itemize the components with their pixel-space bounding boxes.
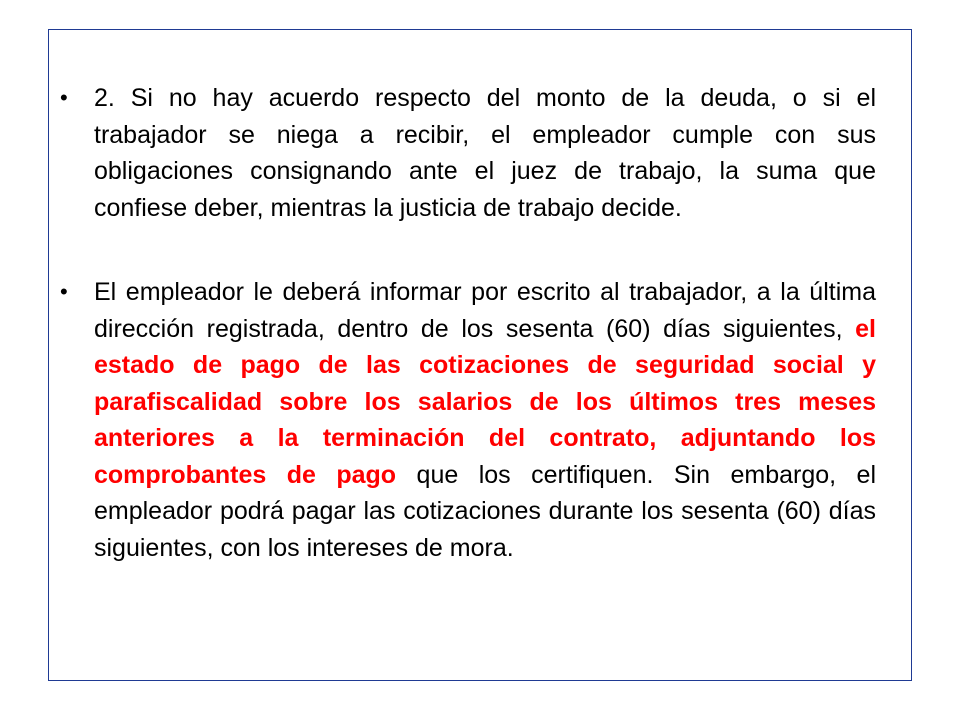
bullet-item-2 [60, 274, 876, 566]
bullet-text-after: que los certifiquen. Sin embargo, el empleador podrá pagar las cotizaciones durante los sesenta (60) días siguientes, con los intereses de mora. [94, 460, 877, 562]
bullet-highlight-text: el estado de pago de las cotizaciones de seguridad social y parafiscalidad sobre los salarios de los últimos tres meses anteriores a la terminación del contrato, adjuntando los comprobantes de pago [94, 314, 876, 489]
bullet-text-before: El empleador le deberá informar por escrito al trabajador, a la última dirección registrada, dentro de los sesenta (60) días siguientes, [94, 278, 876, 343]
bullet-marker: • [60, 279, 68, 304]
bullet-marker: • [60, 85, 68, 110]
bullet-list [60, 80, 910, 614]
bullet-item-1 [60, 80, 876, 226]
bullet-text: 2. Si no hay acuerdo respecto del monto de la deuda, o si el trabajador se niega a recibir, el empleador cumple con sus obligaciones consignando ante el juez de trabajo, la suma que confiese deber, mientras la justicia de trabajo decide. [94, 84, 876, 222]
